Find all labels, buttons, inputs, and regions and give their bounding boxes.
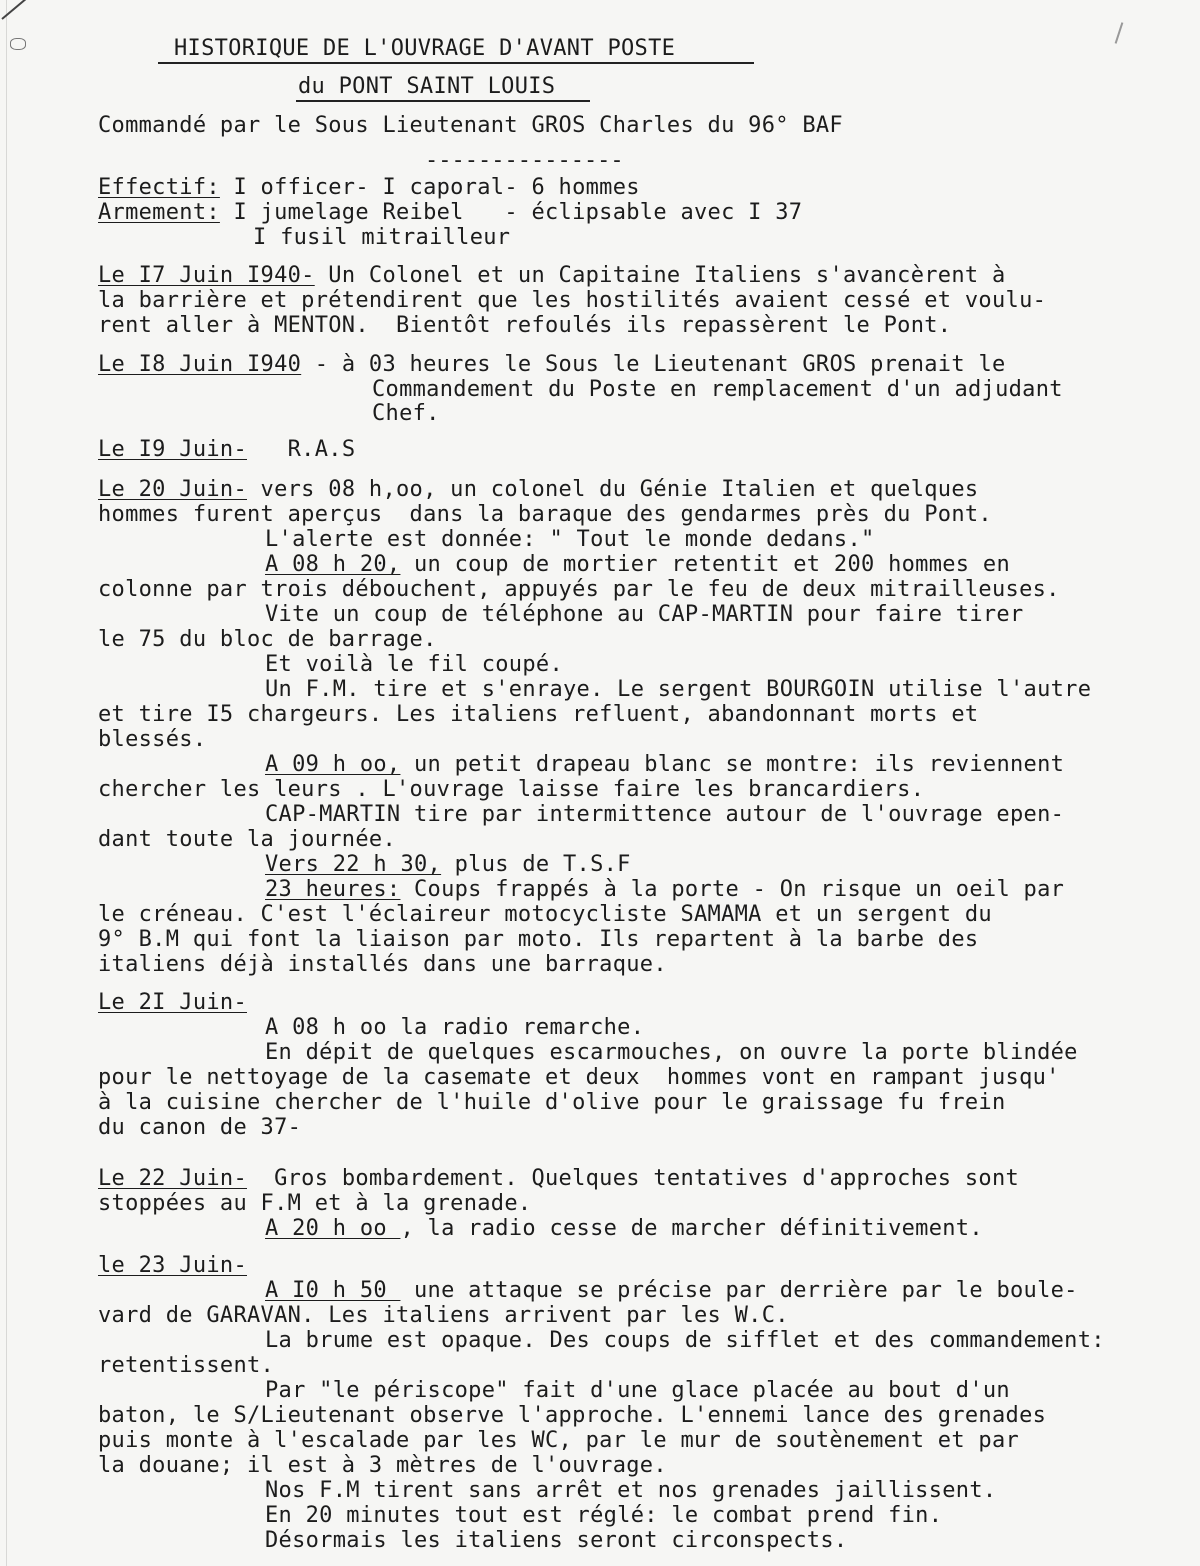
entry-20-line-17 (265, 877, 1064, 902)
scribble-mark (10, 38, 26, 50)
entry-20-line-19: 9° B.M qui font la liaison par moto. Ils repartent à la barbe des (98, 927, 979, 952)
entry-22-line-2: stoppées au F.M et à la grenade. (98, 1191, 532, 1216)
entry-21-line-4: à la cuisine chercher de l'huile d'olive pour le graissage fu frein (98, 1090, 1006, 1115)
entry-23-line-4: retentissent. (98, 1353, 275, 1378)
entry-20-line-13: chercher les leurs . L'ouvrage laisse faire les brancardiers. (98, 777, 925, 802)
entry-20-line-4 (265, 552, 1010, 577)
effectif-label: Effectif: (98, 175, 220, 200)
armement-text: I jumelage Reibel - éclipsable avec I 37 (219, 200, 803, 225)
title-rule (158, 62, 754, 64)
entry-23-line-10: En 20 minutes tout est réglé: le combat prend fin. (265, 1503, 943, 1528)
entry-20-text-4: un coup de mortier retentit et 200 hommes en (400, 552, 1010, 577)
entry-20-line-8: Et voilà le fil coupé. (265, 652, 563, 677)
entry-20-time-0900: A 09 h oo, (265, 752, 401, 777)
entry-21-date: Le 2I Juin- (98, 990, 247, 1015)
entry-20-text-16: plus de T.S.F (441, 852, 631, 877)
entry-18-text: - à 03 heures le Sous le Lieutenant GROS prenait le (301, 352, 1006, 377)
entry-23-line-2: vard de GARAVAN. Les italiens arrivent par les W.C. (98, 1303, 789, 1328)
entry-23-date: le 23 Juin- (98, 1253, 247, 1278)
entry-20-text: vers 08 h,oo, un colonel du Génie Italien et quelques (247, 477, 979, 502)
entry-23-time-1050: A I0 h 50 (265, 1278, 401, 1303)
entry-20-line-9: Un F.M. tire et s'enraye. Le sergent BOURGOIN utilise l'autre (265, 677, 1092, 702)
entry-20-line-11: blessés. (98, 727, 207, 752)
armement-line (98, 200, 802, 225)
divider-dashes: --------------- (425, 148, 624, 173)
entry-21-line-5: du canon de 37- (98, 1115, 302, 1140)
entry-20-line-10: et tire I5 chargeurs. Les italiens refluent, abandonnant morts et (98, 702, 979, 727)
entry-17-line-1 (98, 263, 1006, 288)
entry-18-date: Le I8 Juin I940 (98, 352, 302, 377)
entry-23-line-8: la douane; il est à 3 mètres de l'ouvrage. (98, 1453, 667, 1478)
commander-line: Commandé par le Sous Lieutenant GROS Charles du 96° BAF (98, 113, 843, 138)
document-title: HISTORIQUE DE L'OUVRAGE D'AVANT POSTE (174, 36, 676, 61)
entry-23-line-9: Nos F.M tirent sans arrêt et nos grenades jaillissent. (265, 1478, 997, 1503)
entry-23-line-7: puis monte à l'escalade par les WC, par le mur de soutènement et par (98, 1428, 1020, 1453)
entry-17-text: Un Colonel et un Capitaine Italiens s'avancèrent à (314, 263, 1006, 288)
armement-line-2: I fusil mitrailleur (253, 225, 511, 250)
entry-19-text: R.A.S (247, 437, 356, 462)
armement-label: Armement: (98, 200, 220, 225)
entry-20-line-14: CAP-MARTIN tire par intermittence autour de l'ouvrage epen- (265, 802, 1065, 827)
entry-22-text-3: , la radio cesse de marcher définitivement. (400, 1216, 983, 1241)
entry-20-line-1 (98, 477, 978, 502)
entry-21-line-0 (98, 990, 247, 1015)
entry-20-line-12 (265, 752, 1064, 777)
entry-18-line-2: Commandement du Poste en remplacement d'un adjudant (372, 377, 1063, 402)
page-edge (6, 0, 7, 1566)
pen-stroke-mark (1, 0, 56, 20)
entry-17-line-2: la barrière et prétendirent que les hostilités avaient cessé et voulu- (98, 288, 1047, 313)
entry-22-time-2000: A 20 h oo (265, 1216, 401, 1241)
entry-20-line-18: le créneau. C'est l'éclaireur motocycliste SAMAMA et un sergent du (98, 902, 992, 927)
entry-20-line-2: hommes furent aperçus dans la baraque des gendarmes près du Pont. (98, 502, 992, 527)
entry-19-line-1 (98, 437, 355, 462)
entry-20-time-2230: Vers 22 h 30, (265, 852, 442, 877)
entry-23-line-0 (98, 1253, 247, 1278)
entry-23-line-6: baton, le S/Lieutenant observe l'approche. L'ennemi lance des grenades (98, 1403, 1047, 1428)
entry-20-line-16 (265, 852, 631, 877)
entry-20-time-2300: 23 heures: (265, 877, 401, 902)
document-subtitle: du PONT SAINT LOUIS (298, 74, 556, 99)
entry-20-text-17: Coups frappés à la porte - On risque un oeil par (400, 877, 1065, 902)
entry-19-date: Le I9 Juin- (98, 437, 247, 462)
entry-20-text-12: un petit drapeau blanc se montre: ils reviennent (400, 752, 1065, 777)
entry-20-time-0820: A 08 h 20, (265, 552, 401, 577)
entry-17-date: Le I7 Juin I940- (98, 263, 315, 288)
subtitle-rule (296, 100, 590, 102)
entry-23-text-1: une attaque se précise par derrière par le boule- (400, 1278, 1078, 1303)
entry-20-line-3: L'alerte est donnée: " Tout le monde dedans." (265, 527, 875, 552)
entry-21-line-2: En dépit de quelques escarmouches, on ouvre la porte blindée (265, 1040, 1078, 1065)
entry-20-date: Le 20 Juin- (98, 477, 247, 502)
entry-22-line-1 (98, 1166, 1019, 1191)
entry-23-line-11: Désormais les italiens seront circonspects. (265, 1528, 848, 1553)
effectif-text: I officer- I caporal- 6 hommes (219, 175, 640, 200)
entry-23-line-5: Par "le périscope" fait d'une glace placée au bout d'un (265, 1378, 1010, 1403)
entry-18-line-1 (98, 352, 1006, 377)
entry-23-line-1 (265, 1278, 1078, 1303)
entry-20-line-20: italiens déjà installés dans une barraque. (98, 952, 667, 977)
entry-17-line-3: rent aller à MENTON. Bientôt refoulés ils repassèrent le Pont. (98, 313, 952, 338)
entry-21-line-1: A 08 h oo la radio remarche. (265, 1015, 645, 1040)
entry-20-line-15: dant toute la journée. (98, 827, 396, 852)
entry-21-line-3: pour le nettoyage de la casemate et deux hommes vont en rampant jusqu' (98, 1065, 1060, 1090)
entry-20-line-7: le 75 du bloc de barrage. (98, 627, 437, 652)
entry-22-date: Le 22 Juin- (98, 1166, 247, 1191)
entry-18-line-3: Chef. (372, 401, 440, 426)
entry-22-text: Gros bombardement. Quelques tentatives d'approches sont (247, 1166, 1020, 1191)
entry-20-line-6: Vite un coup de téléphone au CAP-MARTIN pour faire tirer (265, 602, 1024, 627)
entry-22-line-3 (265, 1216, 983, 1241)
entry-20-line-5: colonne par trois débouchent, appuyés par le feu de deux mitrailleuses. (98, 577, 1060, 602)
entry-23-line-3: La brume est opaque. Des coups de sifflet et des commandement: (265, 1328, 1105, 1353)
effectif-line (98, 175, 640, 200)
pencil-tick-mark (1115, 22, 1124, 44)
